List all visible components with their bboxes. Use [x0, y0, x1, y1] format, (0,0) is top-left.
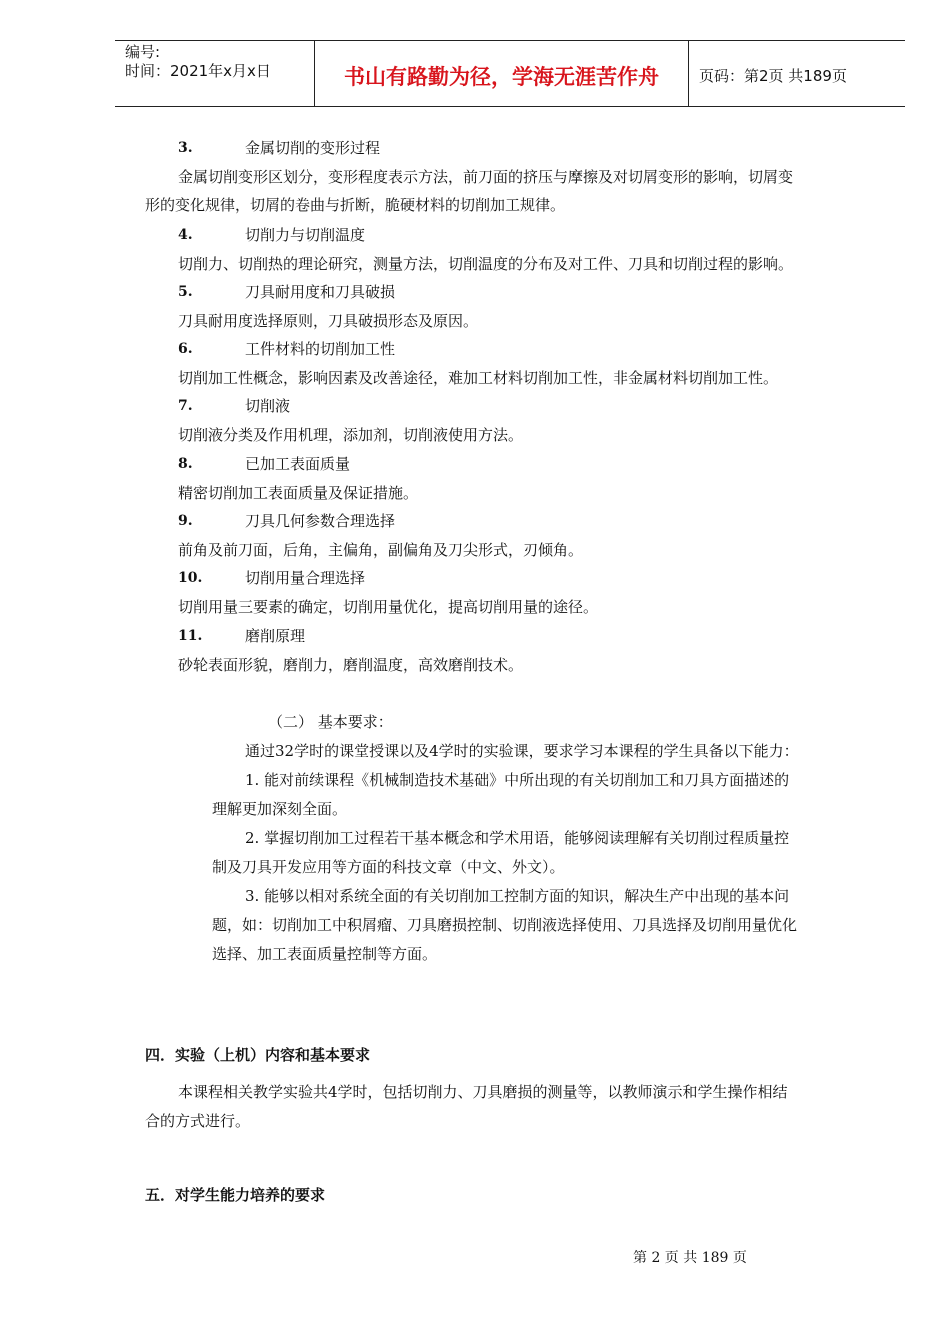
requirement-item-line: 1. 能对前续课程《机械制造技术基础》中所出现的有关切削加工和刀具方面描述的 [245, 771, 790, 789]
section-body-line: 形的变化规律，切屑的卷曲与折断，脆硬材料的切削加工规律。 [145, 196, 566, 214]
section-body-line: 精密切削加工表面质量及保证措施。 [178, 484, 419, 502]
section-body-line: 合的方式进行。 [145, 1112, 251, 1130]
requirements-intro: 通过32学时的课堂授课以及4学时的实验课，要求学习本课程的学生具备以下能力： [245, 742, 799, 760]
section-body-line: 切削液分类及作用机理，添加剂，切削液使用方法。 [178, 426, 524, 444]
page-header [115, 40, 905, 107]
page-footer: 第 2 页 共 189 页 [633, 1250, 747, 1266]
requirements-title: （二） 基本要求： [268, 713, 393, 731]
section-title: 刀具几何参数合理选择 [245, 512, 396, 530]
section-body-line: 砂轮表面形貌，磨削力，磨削温度，高效磨削技术。 [178, 656, 524, 674]
section-number: 9. [178, 513, 193, 529]
serial-label: 编号: [125, 43, 161, 61]
section-title: 刀具耐用度和刀具破损 [245, 283, 396, 301]
section-title: 磨削原理 [245, 627, 306, 645]
section-number: 11. [178, 628, 203, 644]
section-number: 8. [178, 456, 193, 472]
header-meta [115, 41, 315, 106]
section-number: 4. [178, 227, 193, 243]
header-page-number: 页码：第2页 共189页 [699, 67, 847, 85]
section-body-line: 本课程相关教学实验共4学时，包括切削力、刀具磨损的测量等，以教师演示和学生操作相结 [178, 1083, 788, 1101]
section-body-line: 金属切削变形区划分，变形程度表示方法，前刀面的挤压与摩擦及对切屑变形的影响，切屑变 [178, 168, 794, 186]
requirement-item-line: 制及刀具开发应用等方面的科技文章（中文、外文）。 [212, 858, 565, 876]
section-heading: 五．对学生能力培养的要求 [145, 1186, 326, 1204]
section-heading: 四．实验（上机）内容和基本要求 [145, 1046, 371, 1064]
requirement-item-line: 3. 能够以相对系统全面的有关切削加工控制方面的知识，解决生产中出现的基本问 [245, 887, 790, 905]
section-number: 10. [178, 570, 203, 586]
section-body-line: 切削加工性概念，影响因素及改善途径，难加工材料切削加工性，非金属材料切削加工性。 [178, 369, 779, 387]
section-number: 5. [178, 284, 193, 300]
section-number: 6. [178, 341, 193, 357]
date-label: 时间：2021年x月x日 [125, 62, 271, 80]
requirement-item-line: 选择、加工表面质量控制等方面。 [212, 945, 438, 963]
section-title: 工件材料的切削加工性 [245, 340, 396, 358]
section-body-line: 切削用量三要素的确定，切削用量优化，提高切削用量的途径。 [178, 598, 599, 616]
requirement-item-line: 2. 掌握切削加工过程若干基本概念和学术用语，能够阅读理解有关切削过程质量控 [245, 829, 790, 847]
section-body-line: 前角及前刀面，后角，主偏角，副偏角及刀尖形式，刃倾角。 [178, 541, 584, 559]
section-number: 7. [178, 398, 193, 414]
requirement-item-line: 题，如：切削加工中积屑瘤、刀具磨损控制、切削液选择使用、刀具选择及切削用量优化 [212, 916, 798, 934]
section-number: 3. [178, 140, 193, 156]
section-title: 切削力与切削温度 [245, 226, 366, 244]
section-title: 已加工表面质量 [245, 455, 351, 473]
section-body-line: 刀具耐用度选择原则，刀具破损形态及原因。 [178, 312, 479, 330]
section-title: 金属切削的变形过程 [245, 139, 381, 157]
section-title: 切削液 [245, 397, 291, 415]
header-motto: 书山有路勤为径，学海无涯苦作舟 [315, 41, 689, 106]
section-title: 切削用量合理选择 [245, 569, 366, 587]
requirement-item-line: 理解更加深刻全面。 [212, 800, 348, 818]
section-body-line: 切削力、切削热的理论研究，测量方法，切削温度的分布及对工件、刀具和切削过程的影响。 [178, 255, 794, 273]
